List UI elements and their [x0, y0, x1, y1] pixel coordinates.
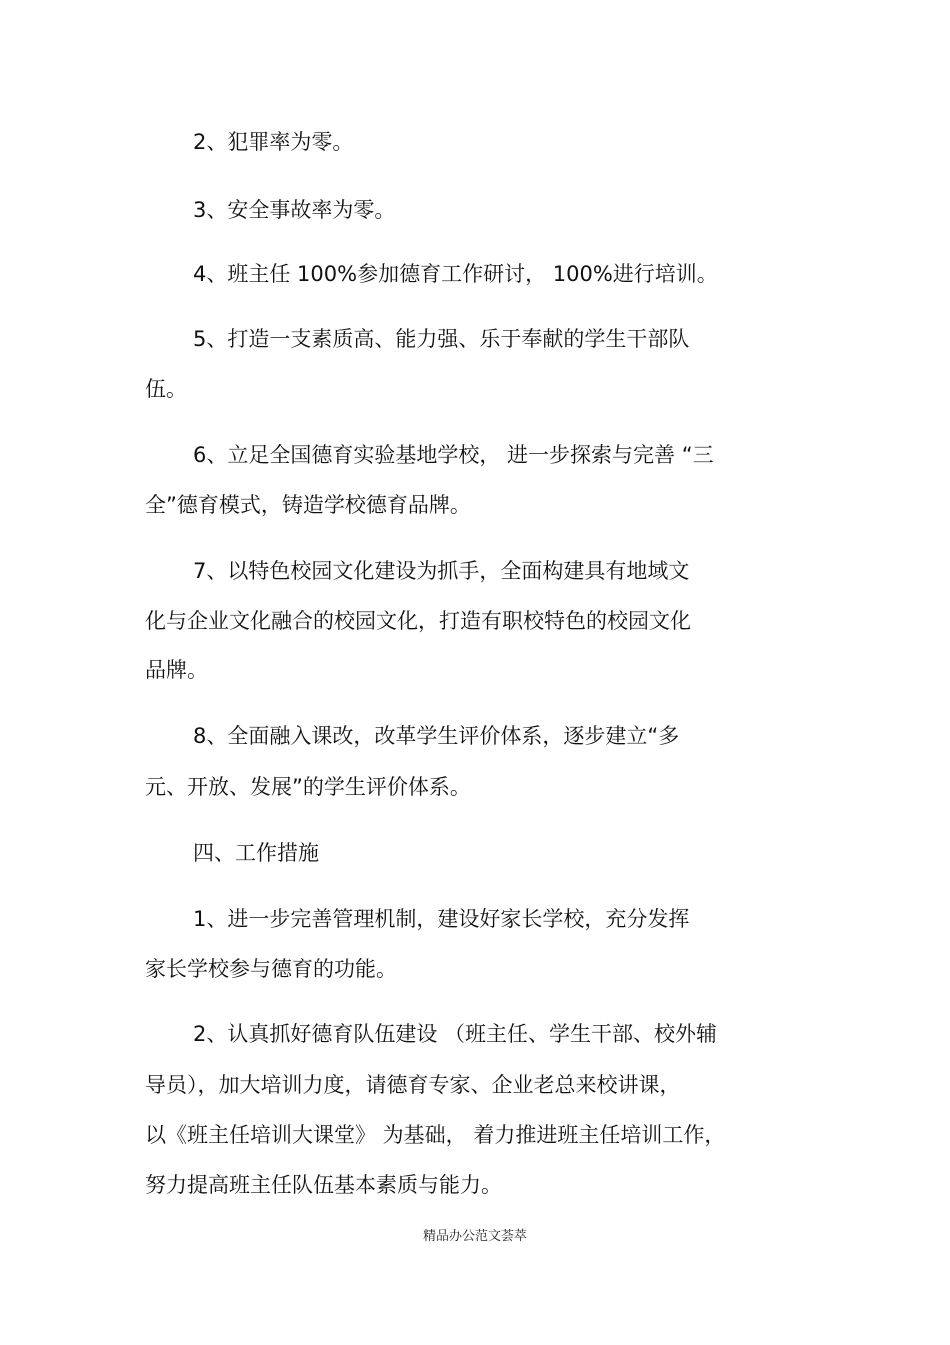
measure-item-2-line-4: 努力提高班主任队伍基本素质与能力。	[145, 1173, 502, 1197]
goal-item-7-line-1: 7、以特色校园文化建设为抓手，全面构建具有地域文	[193, 559, 690, 583]
goal-item-5-line-1: 5、打造一支素质高、能力强、乐于奉献的学生干部队	[193, 327, 690, 351]
measure-item-1-line-1: 1、进一步完善管理机制，建设好家长学校，充分发挥	[193, 907, 690, 931]
measure-item-2-line-2: 导员），加大培训力度，请德育专家、企业老总来校讲课，	[145, 1073, 681, 1097]
goal-item-6-line-1: 6、立足全国德育实验基地学校， 进一步探索与完善 “三	[193, 443, 714, 467]
goal-item-4: 4、班主任 100%参加德育工作研讨， 100%进行培训。	[193, 262, 718, 286]
goal-item-2: 2、犯罪率为零。	[193, 130, 354, 154]
section-heading-measures: 四、工作措施	[193, 841, 319, 865]
goal-item-8-line-1: 8、全面融入课改，改革学生评价体系，逐步建立“多	[193, 724, 680, 748]
measure-item-2-line-3: 以《班主任培训大课堂》 为基础， 着力推进班主任培训工作，	[145, 1123, 726, 1147]
goal-item-3: 3、安全事故率为零。	[193, 198, 396, 222]
goal-item-7-line-3: 品牌。	[145, 658, 208, 682]
goal-item-7-line-2: 化与企业文化融合的校园文化，打造有职校特色的校园文化	[145, 609, 691, 633]
goal-item-5-line-2: 伍。	[145, 377, 187, 401]
goal-item-8-line-2: 元、开放、发展”的学生评价体系。	[145, 775, 471, 799]
measure-item-2-line-1: 2、认真抓好德育队伍建设 （班主任、学生干部、校外辅	[193, 1022, 718, 1046]
page-footer: 精品办公范文荟萃	[422, 1229, 527, 1244]
measure-item-1-line-2: 家长学校参与德育的功能。	[145, 957, 397, 981]
goal-item-6-line-2: 全”德育模式，铸造学校德育品牌。	[145, 493, 471, 517]
